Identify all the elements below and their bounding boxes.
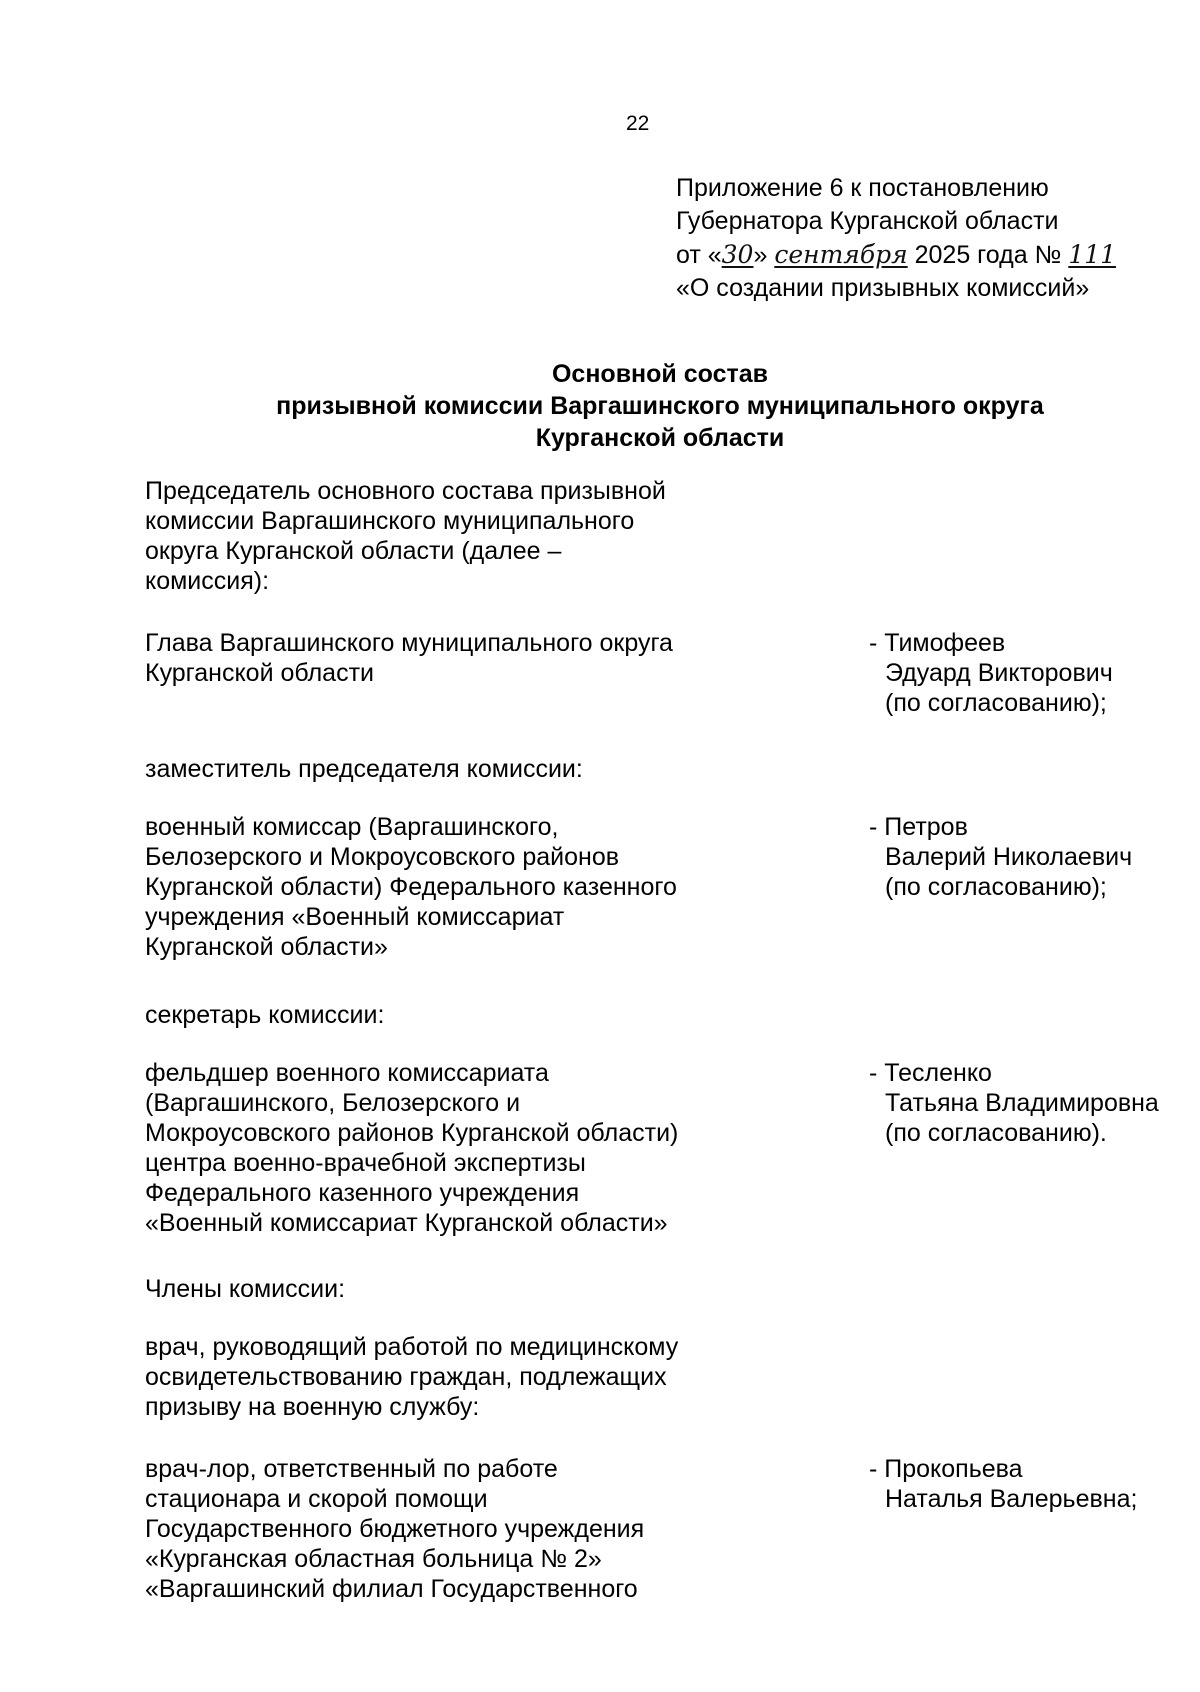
position-line: Государственного бюджетного учреждения [145, 1515, 645, 1543]
document-title [250, 358, 1070, 454]
chairman-heading-line: комиссии Варгашинского муниципального [145, 507, 635, 535]
title-line-1: Основной состав [551, 360, 769, 388]
appendix-header [676, 172, 1116, 305]
person-consent-note: (по согласованию); [885, 873, 1107, 901]
secretary-row [145, 1058, 1159, 1238]
position-line: центра военно-врачебной экспертизы [145, 1149, 586, 1177]
appendix-line-4: «О создании призывных комиссий» [676, 274, 1090, 302]
secretary-name [869, 1058, 1159, 1148]
secretary-heading-text: секретарь комиссии: [145, 1001, 385, 1029]
secretary-heading [145, 1000, 725, 1030]
position-line: Белозерского и Мокроусовского районов [145, 843, 619, 871]
person-surname: - Тесленко [869, 1059, 992, 1087]
person-surname: - Тимофеев [869, 629, 1006, 657]
date-prefix: от « [676, 241, 722, 269]
chairman-heading-line: Председатель основного состава призывной [145, 477, 666, 505]
appendix-line-3 [676, 238, 1116, 272]
title-line-3: Курганской области [535, 424, 785, 452]
position-line: «Варгашинский филиал Государственного [145, 1575, 638, 1603]
deputy-position [145, 812, 725, 962]
person-consent-note: (по согласованию). [885, 1119, 1107, 1147]
chairman-heading-line: округа Курганской области (далее – [145, 537, 562, 565]
secretary-position [145, 1058, 725, 1238]
chairman-position [145, 628, 725, 688]
doctor-heading-line: врач, руководящий работой по медицинскому [145, 1333, 679, 1361]
date-year: 2025 года № [907, 241, 1069, 269]
person-surname: - Прокопьева [869, 1455, 1023, 1483]
deputy-heading [145, 754, 725, 784]
chairman-heading-line: комиссия): [145, 567, 270, 595]
position-line: (Варгашинского, Белозерского и [145, 1089, 521, 1117]
position-line: стационара и скорой помощи [145, 1485, 488, 1513]
appendix-line-1: Приложение 6 к постановлению [676, 174, 1049, 202]
page-number: 22 [626, 112, 650, 135]
person-given-names: Эдуард Викторович [885, 659, 1113, 687]
appendix-line-2: Губернатора Курганской области [676, 207, 1059, 235]
person-given-names: Татьяна Владимировна [885, 1089, 1159, 1117]
doctor-heading-line: освидетельствованию граждан, подлежащих [145, 1363, 667, 1391]
position-line: Курганской области» [145, 933, 388, 961]
person-surname: - Петров [869, 813, 968, 841]
chairman-row [145, 628, 1145, 718]
ent-doctor-row [145, 1454, 1145, 1604]
deputy-row [145, 812, 1145, 962]
deputy-name [869, 812, 1145, 902]
title-line-2: призывной комиссии Варгашинского муниципального округа [276, 392, 1044, 420]
position-line: учреждения «Военный комиссариат [145, 903, 565, 931]
handwritten-number: 111 [1068, 240, 1117, 269]
members-heading-text: Члены комиссии: [145, 1275, 346, 1303]
person-given-names: Валерий Николаевич [885, 843, 1133, 871]
position-line: Курганской области [145, 659, 375, 687]
deputy-heading-text: заместитель председателя комиссии: [145, 755, 583, 783]
chairman-name [869, 628, 1145, 718]
person-given-names: Наталья Валерьевна; [885, 1485, 1138, 1513]
date-mid: » [753, 241, 775, 269]
position-line: Федерального казенного учреждения [145, 1179, 580, 1207]
doctor-heading [145, 1332, 725, 1422]
chairman-heading [145, 476, 725, 596]
members-heading [145, 1274, 725, 1304]
ent-doctor-name [869, 1454, 1145, 1514]
doctor-heading-line: призыву на военную службу: [145, 1393, 480, 1421]
position-line: Глава Варгашинского муниципального округа [145, 629, 673, 657]
position-line: «Курганская областная больница № 2» [145, 1545, 602, 1573]
handwritten-day: 30 [721, 240, 754, 269]
position-line: «Военный комиссариат Курганской области» [145, 1209, 668, 1237]
ent-doctor-position [145, 1454, 725, 1604]
position-line: Мокроусовского районов Курганской области) [145, 1119, 679, 1147]
handwritten-month: сентября [774, 240, 908, 269]
position-line: врач-лор, ответственный по работе [145, 1455, 558, 1483]
position-line: Курганской области) Федерального казенного [145, 873, 677, 901]
position-line: фельдшер военного комиссариата [145, 1059, 549, 1087]
position-line: военный комиссар (Варгашинского, [145, 813, 559, 841]
person-consent-note: (по согласованию); [885, 689, 1107, 717]
